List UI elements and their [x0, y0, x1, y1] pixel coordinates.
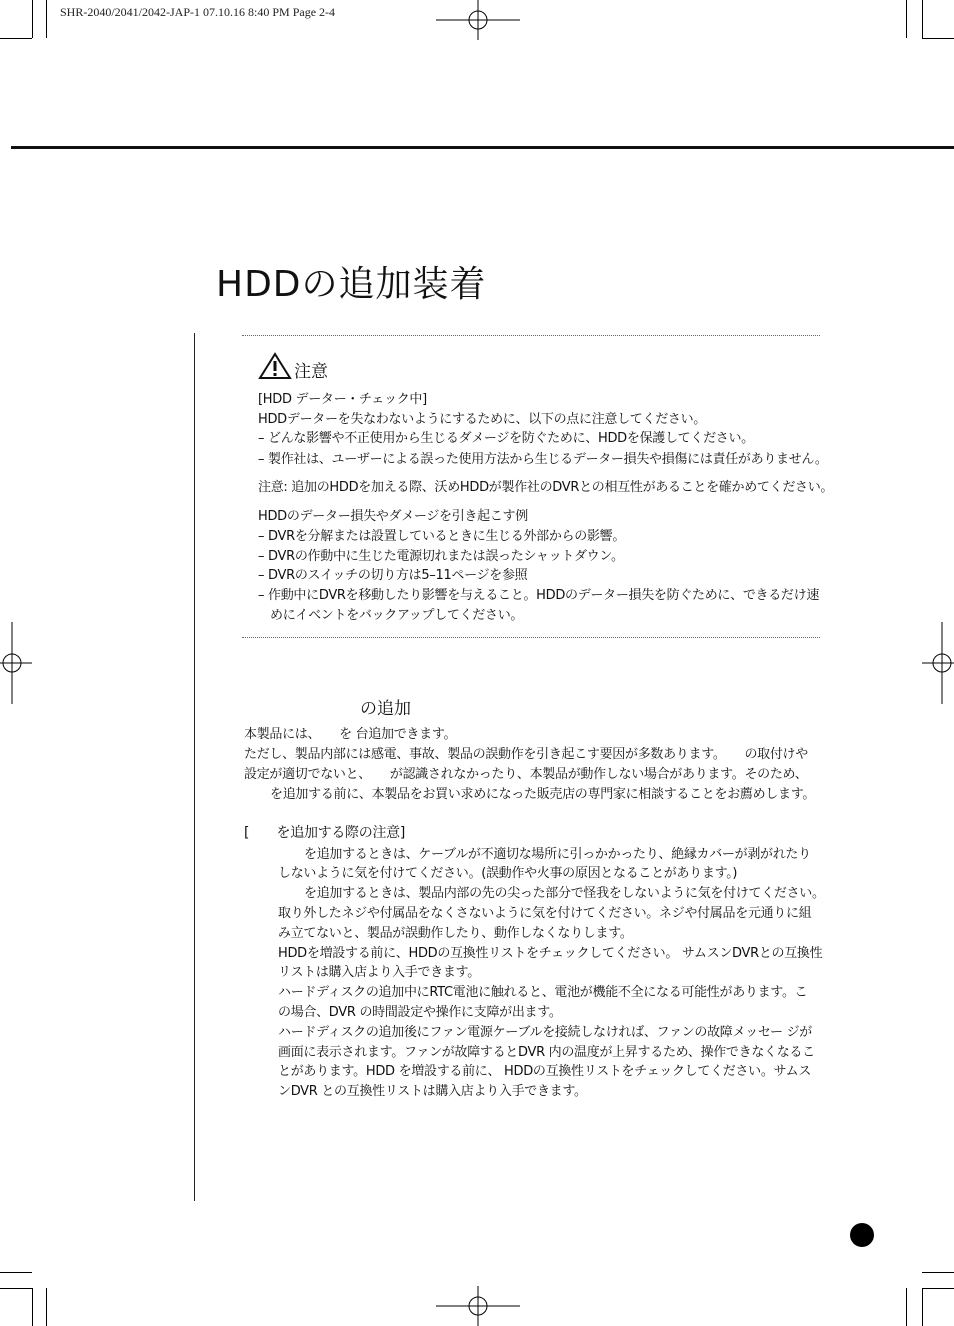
- note-line: とがあります。HDD を増設する前に、 HDDの互換性リストをチェックしてください。サムス: [278, 1064, 812, 1079]
- caution-top-divider: [242, 335, 820, 336]
- intro-line: 本製品には、 を 台追加できます。: [244, 727, 457, 742]
- registration-mark-right: [922, 622, 954, 704]
- note-line: を追加するときは、ケーブルが不適切な場所に引っかかったり、絶縁カバーが剥がれたり: [304, 847, 811, 862]
- registration-mark-top: [436, 0, 520, 40]
- caution-line: [HDD データー・チェック中]: [258, 392, 427, 407]
- caution-line: – 作動中にDVRを移動したり影響を与えること。HDDのデーター損失を防ぐために、できるだけ速: [258, 588, 820, 603]
- notes-heading: [ を追加する際の注意]: [244, 825, 406, 841]
- section-title: の追加: [360, 699, 411, 719]
- caution-line: – 製作社は、ユーザーによる誤った使用方法から生じるデーター損失や損傷には責任がありません。: [258, 452, 828, 467]
- note-line: ンDVR との互換性リストは購入店より入手できます。: [278, 1084, 587, 1099]
- caution-line: めにイベントをバックアップしてください。: [270, 608, 524, 623]
- page-marker-dot: [850, 1223, 874, 1247]
- top-rule: [11, 146, 954, 149]
- note-line: 画面に表示されます。ファンが故障するとDVR 内の温度が上昇するため、操作できなくなるこ: [278, 1045, 815, 1060]
- left-margin-rule: [194, 333, 195, 1201]
- note-line: 取り外したネジや付属品をなくさないように気を付けてください。ネジや付属品を元通りに組: [278, 906, 812, 921]
- caution-line: – どんな影響や不正使用から生じるダメージを防ぐために、HDDを保護してください。: [258, 431, 754, 446]
- note-line: しないように気を付けてください。(誤動作や火事の原因となることがあります。): [278, 866, 738, 881]
- note-line: の場合、DVR の時間設定や操作に支障が出ます。: [278, 1005, 562, 1020]
- caution-bottom-divider: [242, 637, 820, 638]
- note-line: み立てないと、製品が誤動作したり、動作しなくなりします。: [278, 926, 633, 941]
- page-title: HDDの追加装着: [216, 264, 487, 305]
- intro-line: を追加する前に、本製品をお買い求めになった販売店の専門家に相談することをお薦めします。: [270, 787, 816, 802]
- intro-line: ただし、製品内部には感電、事故、製品の誤動作を引き起こす要因が多数あります。 の取付けや: [244, 747, 808, 762]
- warning-triangle-icon: [258, 352, 292, 380]
- intro-line: 設定が適切でないと、 が認識されなかったり、本製品が動作しない場合があります。そのため、: [244, 767, 808, 782]
- caution-line: 注意: 追加のHDDを加える際、沃めHDDが製作社のDVRとの相互性があることを確かめてください。: [258, 480, 834, 495]
- caution-line: HDDのデーター損失やダメージを引き起こす例: [258, 509, 528, 524]
- registration-mark-bottom: [436, 1286, 520, 1326]
- note-line: ハードディスクの追加中にRTC電池に触れると、電池が機能不全になる可能性があります。こ: [278, 985, 808, 1000]
- caution-line: HDDデーターを失なわないようにするために、以下の点に注意してください。: [258, 412, 706, 427]
- note-line: リストは購入店より入手できます。: [278, 965, 480, 980]
- caution-line: – DVRを分解または設置しているときに生じる外部からの影響。: [258, 529, 626, 544]
- print-slug: SHR-2040/2041/2042-JAP-1 07.10.16 8:40 PM Page 2-4: [60, 5, 336, 19]
- note-line: を追加するときは、製品内部の先の尖った部分で怪我をしないように気を付けてください。: [304, 886, 825, 901]
- caution-label: 注意: [294, 362, 328, 382]
- caution-line: – DVRのスイッチの切り方は5–11ページを参照: [258, 568, 528, 583]
- note-line: ハードディスクの追加後にファン電源ケーブルを接続しなければ、ファンの故障メッセー ジが: [278, 1025, 812, 1040]
- note-line: HDDを増設する前に、HDDの互換性リストをチェックしてください。 サムスンDVRとの互換性: [278, 946, 823, 961]
- registration-mark-left: [0, 622, 32, 704]
- caution-line: – DVRの作動中に生じた電源切れまたは誤ったシャットダウン。: [258, 549, 624, 564]
